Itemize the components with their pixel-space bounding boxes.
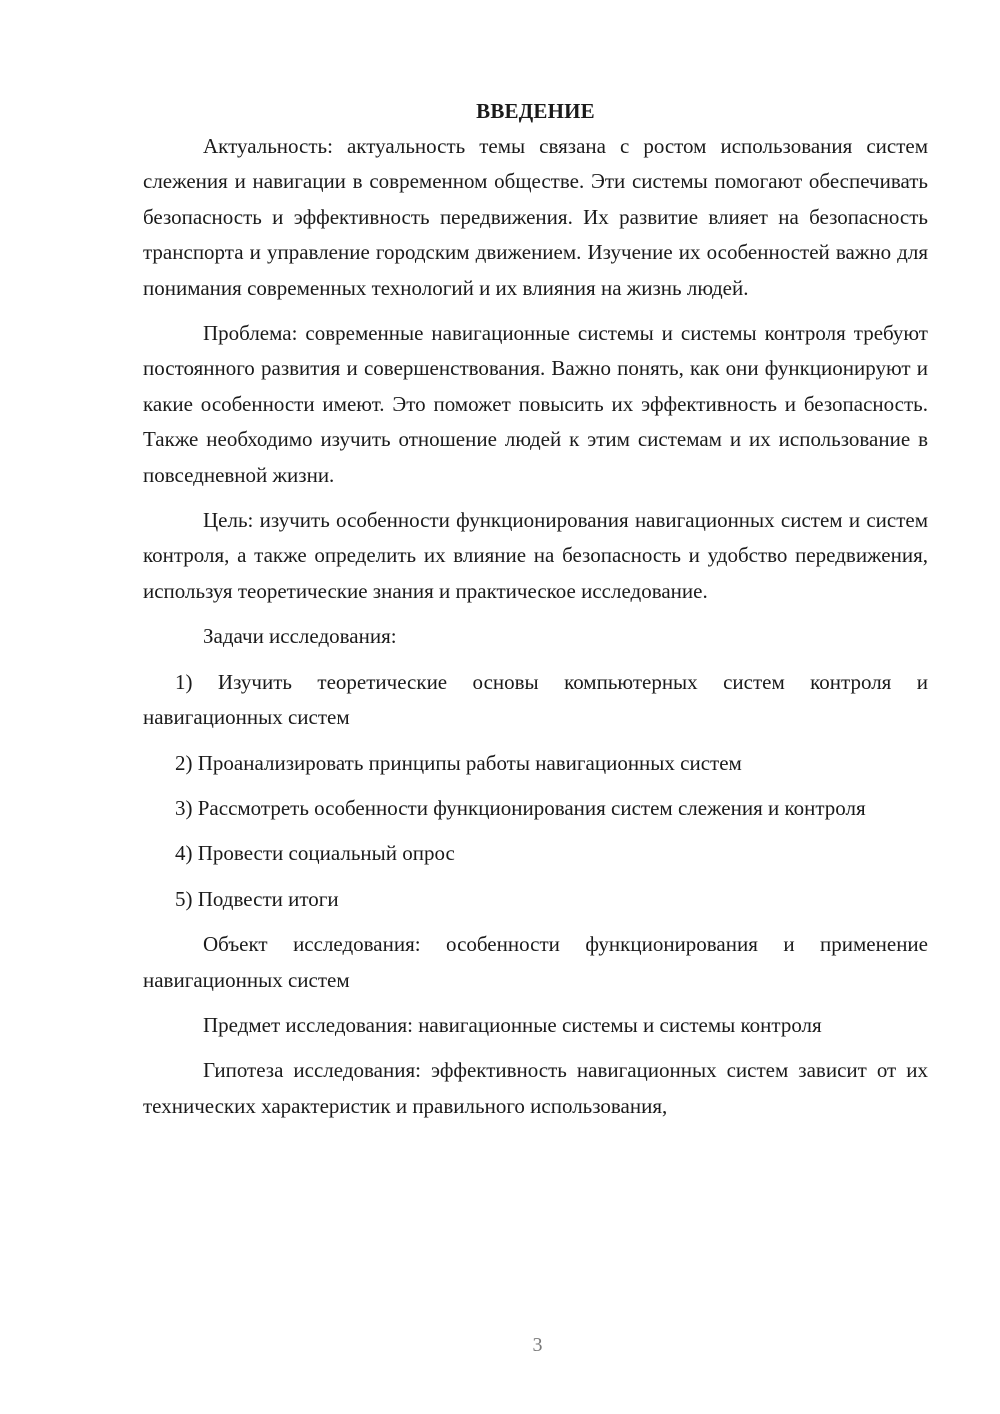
page-number: 3 bbox=[532, 1334, 543, 1356]
relevance-paragraph: Актуальность: актуальность темы связана с ростом использования систем слежения и навигации в современном обществе. Эти системы помогают обеспечивать безопасность и эффективность передвижения. Их развитие влияет на безопасность транспорта и управление городским движением. Изучение их особенностей важно для понимания современных технологий и их влияния на жизнь людей. bbox=[143, 134, 928, 300]
problem-paragraph: Проблема: современные навигационные системы и системы контроля требуют постоянного развития и совершенствования. Важно понять, как они функционируют и какие особенности имеют. Это поможет повысить их эффективность и безопасность. Также необходимо изучить отношение людей к этим системам и их использование в повседневной жизни. bbox=[143, 321, 928, 487]
page-heading: ВВЕДЕНИЕ bbox=[476, 99, 595, 123]
page-body bbox=[143, 96, 928, 1134]
task-item: 1) Изучить теоретические основы компьютерных систем контроля и навигационных систем bbox=[143, 669, 928, 730]
object-paragraph: Объект исследования: особенности функционирования и применение навигационных систем bbox=[143, 932, 928, 992]
tasks-list bbox=[143, 665, 928, 917]
task-item: 3) Рассмотреть особенности функционирования систем слежения и контроля bbox=[175, 795, 866, 820]
task-item: 5) Подвести итоги bbox=[175, 886, 339, 911]
goal-paragraph: Цель: изучить особенности функционирования навигационных систем и систем контроля, а также определить их влияние на безопасность и удобство передвижения, используя теоретические знания и практическое исследование. bbox=[143, 508, 928, 603]
tasks-title: Задачи исследования: bbox=[203, 624, 397, 649]
subject-paragraph: Предмет исследования: навигационные системы и системы контроля bbox=[203, 1012, 822, 1037]
hypothesis-paragraph: Гипотеза исследования: эффективность навигационных систем зависит от их технических характеристик и правильного использования, bbox=[143, 1058, 928, 1118]
task-item: 4) Провести социальный опрос bbox=[175, 841, 455, 866]
task-item: 2) Проанализировать принципы работы навигационных систем bbox=[175, 750, 742, 775]
